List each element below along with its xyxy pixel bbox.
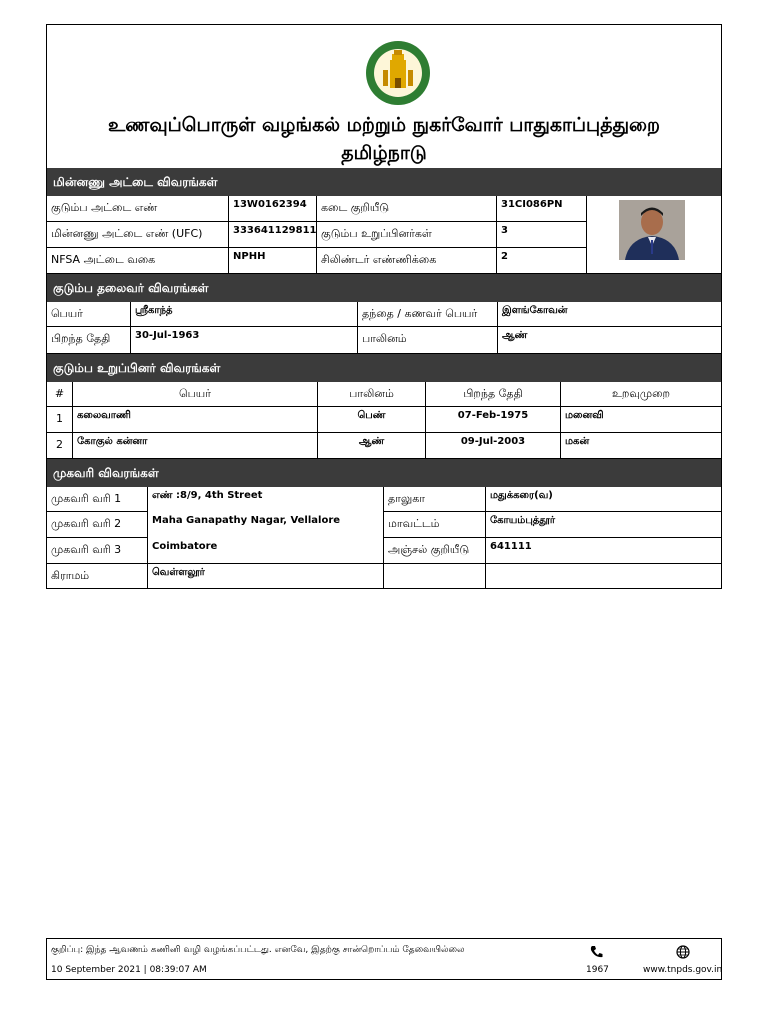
department-title: உணவுப்பொருள் வழங்கல் மற்றும் நுகர்வோர் பாதுகாப்புத்துறை <box>108 114 660 136</box>
head-section-header: குடும்ப தலைவர் விவரங்கள் <box>47 274 721 302</box>
family-card-no-value: 13W0162394 <box>229 196 317 222</box>
members-count-label: குடும்ப உறுப்பினர்கள் <box>317 222 497 248</box>
helpline-number: 1967 <box>586 965 609 975</box>
shop-code-value: 31CI086PN <box>497 196 587 222</box>
village-value: வெள்ளலூர் <box>148 564 384 588</box>
address-line1-label: முகவரி வரி 1 <box>47 487 148 512</box>
father-name-label: தந்தை / கணவர் பெயர் <box>358 302 498 327</box>
tamilnadu-emblem-icon <box>365 40 431 106</box>
village-label: கிராமம் <box>47 564 148 588</box>
address-line2-label: முகவரி வரி 2 <box>47 512 148 538</box>
empty-cell <box>384 564 486 588</box>
website-link[interactable]: www.tnpds.gov.in <box>643 965 723 975</box>
head-name-label: பெயர் <box>47 302 131 327</box>
head-name-value: ஸ்ரீகாந்த் <box>131 302 358 327</box>
phone-icon <box>587 945 607 959</box>
address-line2-value: Maha Ganapathy Nagar, Vellalore <box>148 512 384 538</box>
members-section-header: குடும்ப உறுப்பினர் விவரங்கள் <box>47 354 721 382</box>
member-row-2-gender: ஆண் <box>318 433 426 459</box>
ration-card-document <box>46 24 722 589</box>
member-row-1-relation: மனைவி <box>561 407 721 433</box>
district-label: மாவட்டம் <box>384 512 486 538</box>
ufc-label: மின்னணு அட்டை எண் (UFC) <box>47 222 229 248</box>
head-gender-value: ஆண் <box>498 327 721 354</box>
address-line1-value: எண் :8/9, 4th Street <box>148 487 384 512</box>
members-count-value: 3 <box>497 222 587 248</box>
empty-cell <box>486 564 721 588</box>
members-col-gender: பாலினம் <box>318 382 426 407</box>
globe-icon <box>676 945 690 959</box>
document-footer <box>46 938 722 980</box>
footer-timestamp: 10 September 2021 | 08:39:07 AM <box>51 965 207 975</box>
member-row-2-dob: 09-Jul-2003 <box>426 433 561 459</box>
cylinder-label: சிலிண்டர் எண்ணிக்கை <box>317 248 497 274</box>
taluk-label: தாலுகா <box>384 487 486 512</box>
member-row-1-index: 1 <box>47 407 73 433</box>
member-row-1-name: கலைவாணி <box>73 407 318 433</box>
head-photo <box>619 200 685 260</box>
member-row-2-index: 2 <box>47 433 73 459</box>
pincode-label: அஞ்சல் குறியீடு <box>384 538 486 564</box>
state-title: தமிழ்நாடு <box>341 142 427 164</box>
family-card-no-label: குடும்ப அட்டை எண் <box>47 196 229 222</box>
members-col-relation: உறவுமுறை <box>561 382 721 407</box>
address-line3-value: Coimbatore <box>148 538 384 564</box>
member-row-1-gender: பெண் <box>318 407 426 433</box>
pincode-value: 641111 <box>486 538 721 564</box>
members-col-dob: பிறந்த தேதி <box>426 382 561 407</box>
member-row-2-name: கோகுல் கன்னா <box>73 433 318 459</box>
shop-code-label: கடை குறியீடு <box>317 196 497 222</box>
ufc-value: 333641129811 <box>229 222 317 248</box>
head-dob-label: பிறந்த தேதி <box>47 327 131 354</box>
taluk-value: மதுக்கரை(வ) <box>486 487 721 512</box>
district-value: கோயம்புத்தூர் <box>486 512 721 538</box>
address-section-header: முகவரி விவரங்கள் <box>47 459 721 487</box>
card-section-header: மின்னணு அட்டை விவரங்கள் <box>47 168 721 196</box>
cylinder-value: 2 <box>497 248 587 274</box>
nfsa-value: NPHH <box>229 248 317 274</box>
head-dob-value: 30-Jul-1963 <box>131 327 358 354</box>
father-name-value: இளங்கோவன் <box>498 302 721 327</box>
member-row-2-relation: மகன் <box>561 433 721 459</box>
members-col-index: # <box>47 382 73 407</box>
head-gender-label: பாலினம் <box>358 327 498 354</box>
nfsa-label: NFSA அட்டை வகை <box>47 248 229 274</box>
members-col-name: பெயர் <box>73 382 318 407</box>
footer-note: குறிப்பு: இந்த ஆவணம் கணினி வழி வழங்கப்பட்டது. எனவே, இதற்கு சான்றொப்பம் தேவையில்லை <box>51 945 465 955</box>
member-row-1-dob: 07-Feb-1975 <box>426 407 561 433</box>
address-line3-label: முகவரி வரி 3 <box>47 538 148 564</box>
